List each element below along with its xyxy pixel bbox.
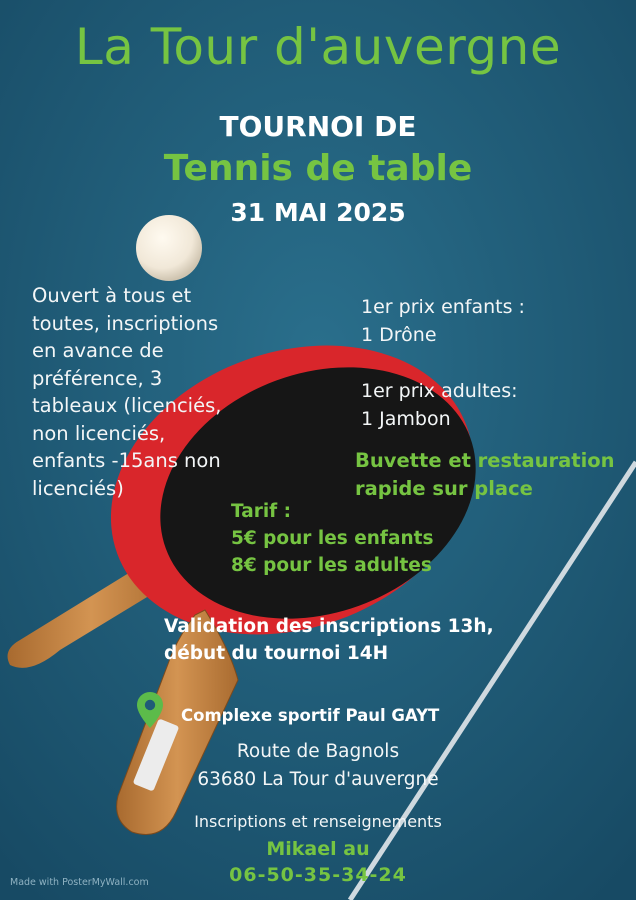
tarif-children: 5€ pour les enfants [231, 528, 434, 549]
venue-name: Complexe sportif Paul GAYT [181, 706, 440, 725]
address-city: 63680 La Tour d'auvergne [197, 769, 439, 790]
contact-phone: 06-50-35-34-24 [229, 864, 407, 886]
buvette-info [355, 447, 615, 503]
buvette-line: rapide sur place [355, 477, 533, 500]
prize-children-label: 1er prix enfants : [361, 296, 525, 318]
description-line: Ouvert à tous et [32, 284, 192, 307]
description-line: en avance de [32, 339, 164, 362]
tarif-adults: 8€ pour les adultes [231, 555, 432, 576]
map-pin-icon [137, 692, 163, 728]
address-street: Route de Bagnols [236, 741, 400, 762]
event-date: 31 MAI 2025 [230, 198, 406, 227]
description-line: non licenciés, [32, 421, 166, 445]
tarif-label: Tarif : [231, 501, 292, 522]
subtitle-tournoi: TOURNOI DE [219, 110, 417, 143]
description-line: préférence, 3 [32, 366, 163, 390]
inscriptions-label: Inscriptions et renseignements [194, 812, 442, 831]
tarif-info [231, 498, 434, 579]
prize-children-value: 1 Drône [361, 323, 437, 346]
buvette-line: Buvette et restauration [355, 449, 615, 472]
poster-title: La Tour d'auvergne [74, 18, 562, 76]
validation-info [164, 613, 494, 667]
validation-line: Validation des inscriptions 13h, [164, 616, 494, 637]
description-line: enfants -15ans non [32, 449, 221, 472]
validation-line: début du tournoi 14H [164, 643, 389, 664]
prize-adults-value: 1 Jambon [361, 407, 451, 430]
description-line: licenciés) [32, 476, 124, 500]
event-description [32, 282, 252, 502]
description-line: toutes, inscriptions [32, 311, 219, 335]
contact-name: Mikael au [266, 838, 370, 860]
venue-address [0, 738, 636, 794]
subtitle-tennis-de-table: Tennis de table [163, 148, 473, 189]
watermark: Made with PosterMyWall.com [10, 877, 149, 888]
prize-adults [361, 378, 518, 433]
prize-adults-label: 1er prix adultes: [361, 380, 518, 402]
prize-children [361, 294, 525, 349]
description-line: tableaux (licenciés, [32, 394, 222, 417]
